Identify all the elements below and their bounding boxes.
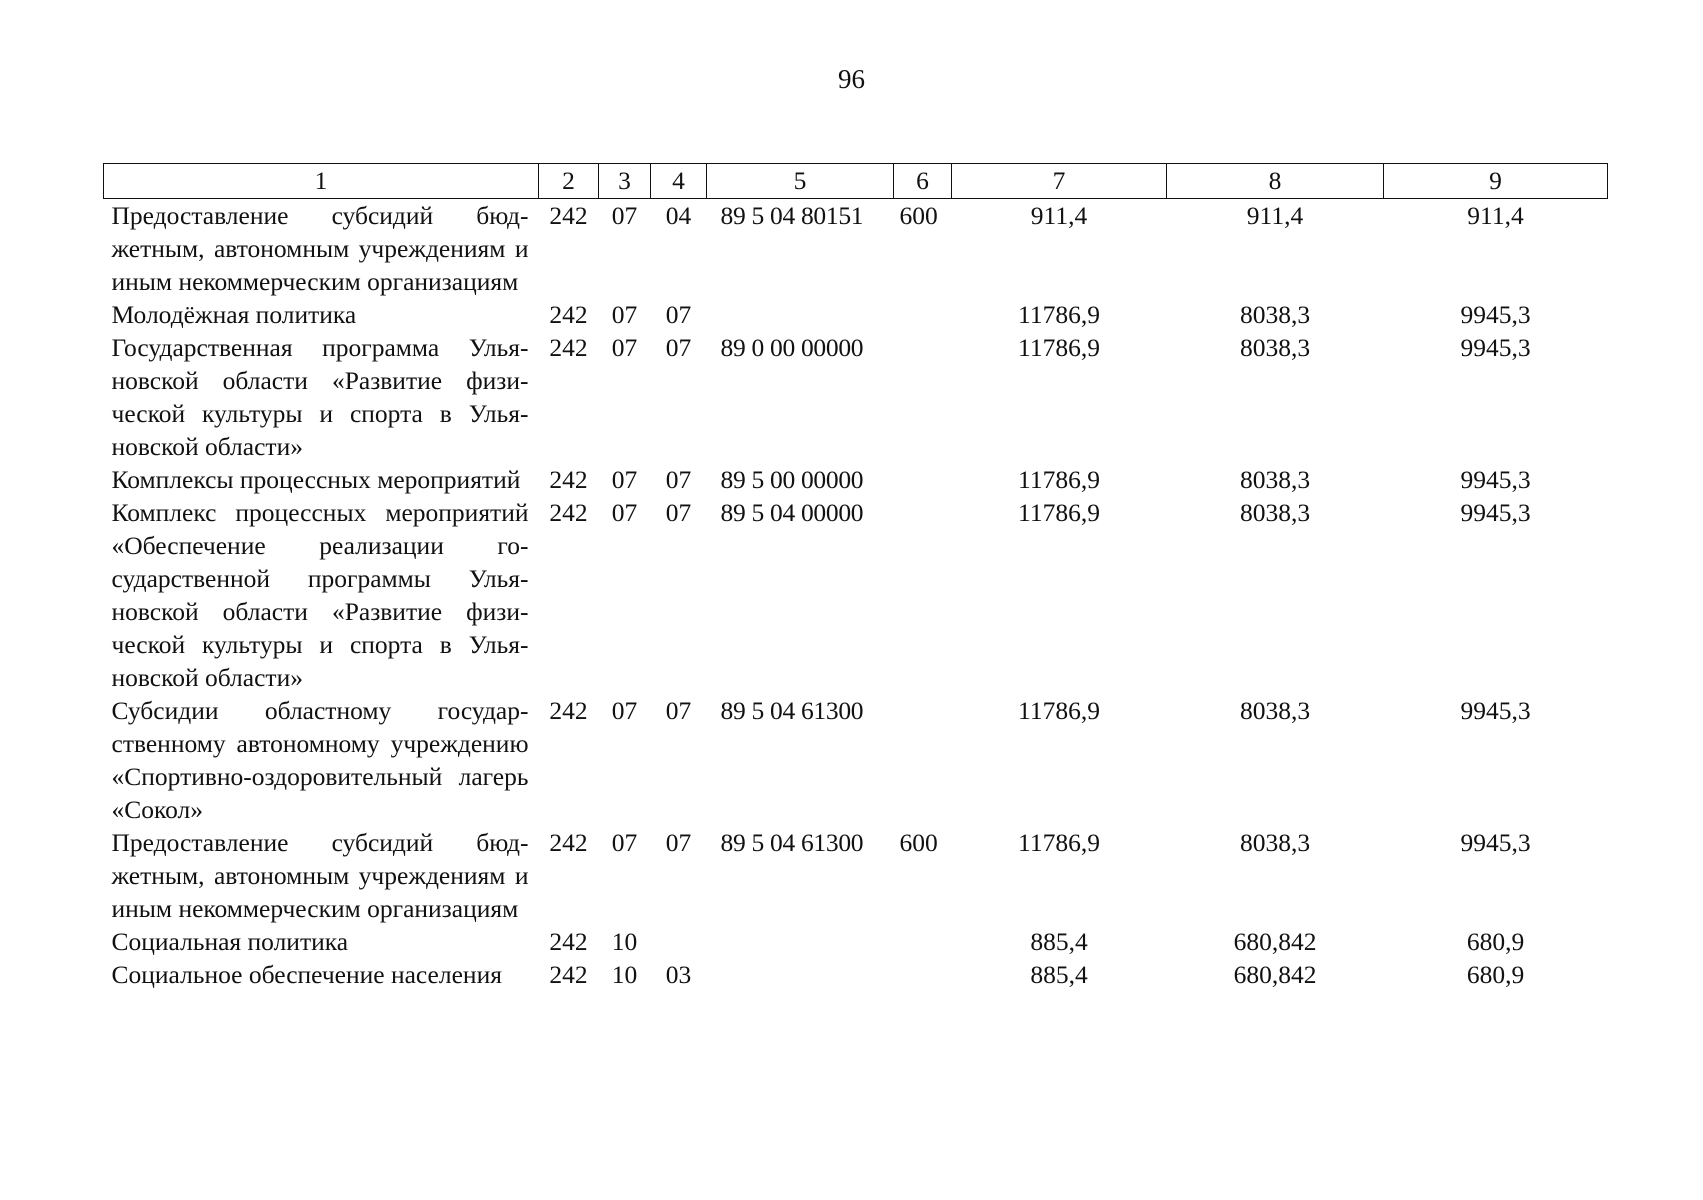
page-number: 96 <box>838 64 865 94</box>
table-row <box>104 298 1608 331</box>
cell-section: 10 <box>611 927 638 956</box>
cell-section: 07 <box>611 333 638 362</box>
column-header: 3 <box>599 164 651 199</box>
header-row <box>104 164 1608 199</box>
cell-amount-col8: 680,842 <box>1233 960 1317 989</box>
cell-section: 07 <box>611 696 638 725</box>
budget-table <box>103 163 1608 991</box>
cell-ministry: 242 <box>549 927 588 956</box>
cell-target-article <box>707 925 894 958</box>
cell-target-article: 89 5 04 61300 <box>720 696 864 725</box>
cell-amount-col7: 11786,9 <box>1018 300 1100 329</box>
cell-amount-col8: 911,4 <box>1246 201 1304 230</box>
cell-subsection: 07 <box>665 465 692 494</box>
cell-ministry: 242 <box>549 498 588 527</box>
cell-ministry: 242 <box>549 465 588 494</box>
cell-target-article: 89 5 04 80151 <box>720 201 864 230</box>
cell-amount-col9: 9945,3 <box>1460 828 1531 857</box>
cell-amount-col7: 885,4 <box>1030 927 1088 956</box>
cell-ministry: 242 <box>549 201 588 230</box>
cell-expense-type <box>894 331 952 463</box>
row-name: Государственная программа Ульяновской области «Развитие физической культуры и спорта в Ульяновской области» <box>111 333 529 461</box>
cell-amount-col7: 11786,9 <box>1018 696 1100 725</box>
cell-amount-col7: 11786,9 <box>1018 498 1100 527</box>
cell-subsection: 07 <box>665 333 692 362</box>
cell-amount-col7: 11786,9 <box>1018 465 1100 494</box>
column-header: 9 <box>1384 164 1608 199</box>
cell-ministry: 242 <box>549 333 588 362</box>
cell-target-article: 89 0 00 00000 <box>720 333 864 362</box>
column-header: 5 <box>707 164 894 199</box>
cell-target-article <box>707 298 894 331</box>
row-name: Социальное обеспечение населения <box>111 960 502 989</box>
cell-ministry: 242 <box>549 828 588 857</box>
table-row <box>104 496 1608 694</box>
row-name: Предоставление субсидий бюджетным, автономным учреждениям и иным некоммерческим организациям <box>111 828 529 923</box>
cell-section: 07 <box>611 300 638 329</box>
cell-expense-type <box>894 958 952 991</box>
row-name: Комплексы процессных мероприятий <box>111 465 521 494</box>
cell-subsection: 07 <box>665 498 692 527</box>
row-name: Предоставление субсидий бюджетным, автономным учреждениям и иным некоммерческим организациям <box>111 201 529 296</box>
table-row <box>104 958 1608 991</box>
column-header: 6 <box>894 164 952 199</box>
cell-amount-col9: 911,4 <box>1467 201 1524 230</box>
cell-amount-col9: 9945,3 <box>1460 333 1531 362</box>
cell-target-article <box>707 958 894 991</box>
cell-subsection <box>651 925 707 958</box>
cell-target-article: 89 5 00 00000 <box>720 465 864 494</box>
cell-expense-type: 600 <box>899 828 938 857</box>
cell-section: 07 <box>611 465 638 494</box>
cell-subsection: 04 <box>665 201 692 230</box>
cell-amount-col7: 11786,9 <box>1018 828 1100 857</box>
cell-section: 07 <box>611 498 638 527</box>
cell-ministry: 242 <box>549 696 588 725</box>
cell-amount-col7: 911,4 <box>1030 201 1088 230</box>
table-row <box>104 463 1608 496</box>
cell-amount-col8: 8038,3 <box>1239 696 1311 725</box>
cell-amount-col9: 680,9 <box>1466 960 1525 989</box>
cell-amount-col8: 8038,3 <box>1239 498 1311 527</box>
row-name: Молодёжная политика <box>111 300 357 329</box>
column-header: 4 <box>651 164 707 199</box>
cell-amount-col9: 680,9 <box>1466 927 1525 956</box>
cell-expense-type <box>894 694 952 826</box>
column-header: 7 <box>952 164 1167 199</box>
cell-ministry: 242 <box>549 960 588 989</box>
cell-amount-col8: 8038,3 <box>1239 300 1311 329</box>
cell-expense-type <box>894 463 952 496</box>
cell-amount-col9: 9945,3 <box>1460 300 1531 329</box>
cell-section: 10 <box>611 960 638 989</box>
table-row <box>104 199 1608 299</box>
cell-expense-type <box>894 298 952 331</box>
row-name: Субсидии областному государственному автономному учреждению «Спортивно-оздоровительный лагерь «Сокол» <box>111 696 529 824</box>
cell-target-article: 89 5 04 61300 <box>720 828 864 857</box>
table-row <box>104 826 1608 925</box>
column-header: 1 <box>104 164 539 199</box>
cell-expense-type <box>894 925 952 958</box>
cell-subsection: 07 <box>665 696 692 725</box>
cell-amount-col8: 8038,3 <box>1239 465 1311 494</box>
cell-amount-col9: 9945,3 <box>1460 465 1531 494</box>
row-name: Социальная политика <box>111 927 349 956</box>
cell-section: 07 <box>611 201 638 230</box>
cell-amount-col9: 9945,3 <box>1460 696 1531 725</box>
cell-expense-type: 600 <box>899 201 938 230</box>
table-row <box>104 694 1608 826</box>
cell-amount-col7: 11786,9 <box>1018 333 1100 362</box>
table-row <box>104 925 1608 958</box>
cell-amount-col8: 8038,3 <box>1239 828 1311 857</box>
cell-section: 07 <box>611 828 638 857</box>
cell-subsection: 03 <box>665 960 692 989</box>
cell-amount-col7: 885,4 <box>1030 960 1088 989</box>
column-header: 8 <box>1167 164 1384 199</box>
row-name: Комплекс процессных мероприятий «Обеспечение реализации государственной программы Ульяновской области «Развитие физической культуры и спорта в Ульяновской области» <box>111 498 529 692</box>
cell-amount-col8: 8038,3 <box>1239 333 1311 362</box>
cell-amount-col9: 9945,3 <box>1460 498 1531 527</box>
cell-expense-type <box>894 496 952 694</box>
cell-amount-col8: 680,842 <box>1233 927 1317 956</box>
cell-target-article: 89 5 04 00000 <box>720 498 864 527</box>
table-row <box>104 331 1608 463</box>
cell-subsection: 07 <box>665 300 692 329</box>
cell-ministry: 242 <box>549 300 588 329</box>
column-header: 2 <box>539 164 599 199</box>
cell-subsection: 07 <box>665 828 692 857</box>
